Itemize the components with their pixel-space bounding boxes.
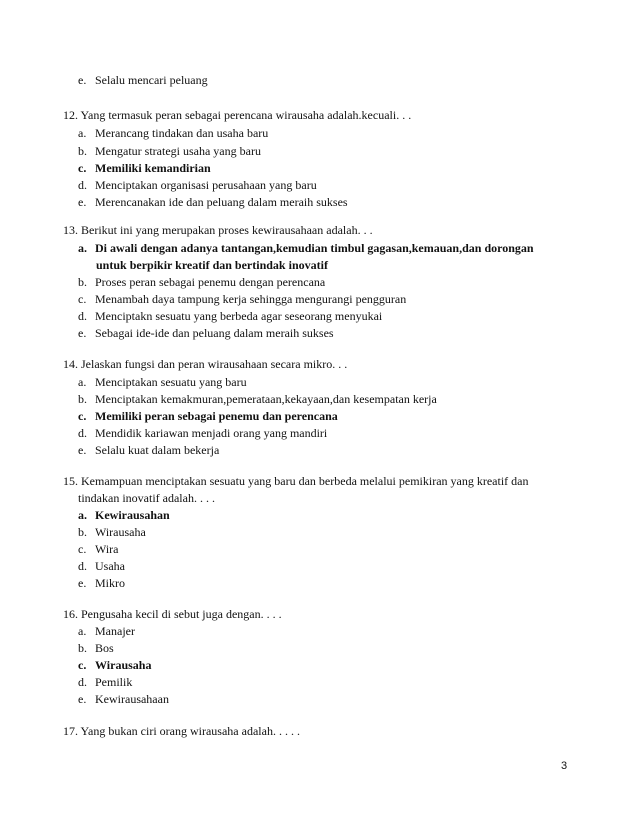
q16-option-c-answer: c. Wirausaha xyxy=(78,658,152,672)
q16-option-d: d. Pemilik xyxy=(78,675,133,689)
q16-option-b: b. Bos xyxy=(78,641,114,655)
q14-option-c-answer: c. Memiliki peran sebagai penemu dan perencana xyxy=(78,409,338,423)
question-16-stem: 16. Pengusaha kecil di sebut juga dengan. . . . xyxy=(63,607,282,621)
q14-option-a: a. Menciptakan sesuatu yang baru xyxy=(78,375,247,389)
q13-option-d: d. Menciptakn sesuatu yang berbeda agar seseorang menyukai xyxy=(78,309,383,323)
q13-option-a-continuation: untuk berpikir kreatif dan bertindak inovatif xyxy=(96,258,328,272)
q13-option-c: c. Menambah daya tampung kerja sehingga mengurangi pengguran xyxy=(78,292,407,306)
q16-option-e: e. Kewirausahaan xyxy=(78,692,169,706)
q14-option-e: e. Selalu kuat dalam bekerja xyxy=(78,443,220,457)
question-13-stem: 13. Berikut ini yang merupakan proses kewirausahaan adalah. . . xyxy=(63,223,373,237)
q12-option-e: e. Merencanakan ide dan peluang dalam meraih sukses xyxy=(78,195,348,209)
q15-option-c: c. Wira xyxy=(78,542,119,556)
q12-option-a: a. Merancang tindakan dan usaha baru xyxy=(78,126,269,140)
q13-option-a-answer: a. Di awali dengan adanya tantangan,kemudian timbul gagasan,kemauan,dan dorongan xyxy=(78,241,534,255)
q12-option-d: d. Menciptakan organisasi perusahaan yang baru xyxy=(78,178,317,192)
q15-option-b: b. Wirausaha xyxy=(78,525,146,539)
question-15-stem-continuation: tindakan inovatif adalah. . . . xyxy=(78,491,215,505)
option-letter: e. xyxy=(78,73,87,87)
q15-option-a-answer: a. Kewirausahan xyxy=(78,508,170,522)
q15-option-e: e. Mikro xyxy=(78,576,125,590)
option-text: Selalu mencari peluang xyxy=(95,73,208,87)
carryover-option xyxy=(78,72,208,88)
question-15-stem: 15. Kemampuan menciptakan sesuatu yang baru dan berbeda melalui pemikiran yang kreatif dan xyxy=(63,474,529,488)
q12-option-c-answer: c. Memiliki kemandirian xyxy=(78,161,211,175)
question-14-stem: 14. Jelaskan fungsi dan peran wirausahaan secara mikro. . . xyxy=(63,357,348,371)
question-12-stem: 12. Yang termasuk peran sebagai perencana wirausaha adalah.kecuali. . . xyxy=(63,108,412,122)
q13-option-e: e. Sebagai ide-ide dan peluang dalam meraih sukses xyxy=(78,326,334,340)
q14-option-b: b. Menciptakan kemakmuran,pemerataan,kekayaan,dan kesempatan kerja xyxy=(78,392,437,406)
q16-option-a: a. Manajer xyxy=(78,624,135,638)
question-17-stem: 17. Yang bukan ciri orang wirausaha adalah. . . . . xyxy=(63,724,300,738)
q15-option-d: d. Usaha xyxy=(78,559,125,573)
page-number: 3 xyxy=(561,760,568,772)
q14-option-d: d. Mendidik kariawan menjadi orang yang mandiri xyxy=(78,426,328,440)
q13-option-b: b. Proses peran sebagai penemu dengan perencana xyxy=(78,275,326,289)
q12-option-b: b. Mengatur strategi usaha yang baru xyxy=(78,144,261,158)
